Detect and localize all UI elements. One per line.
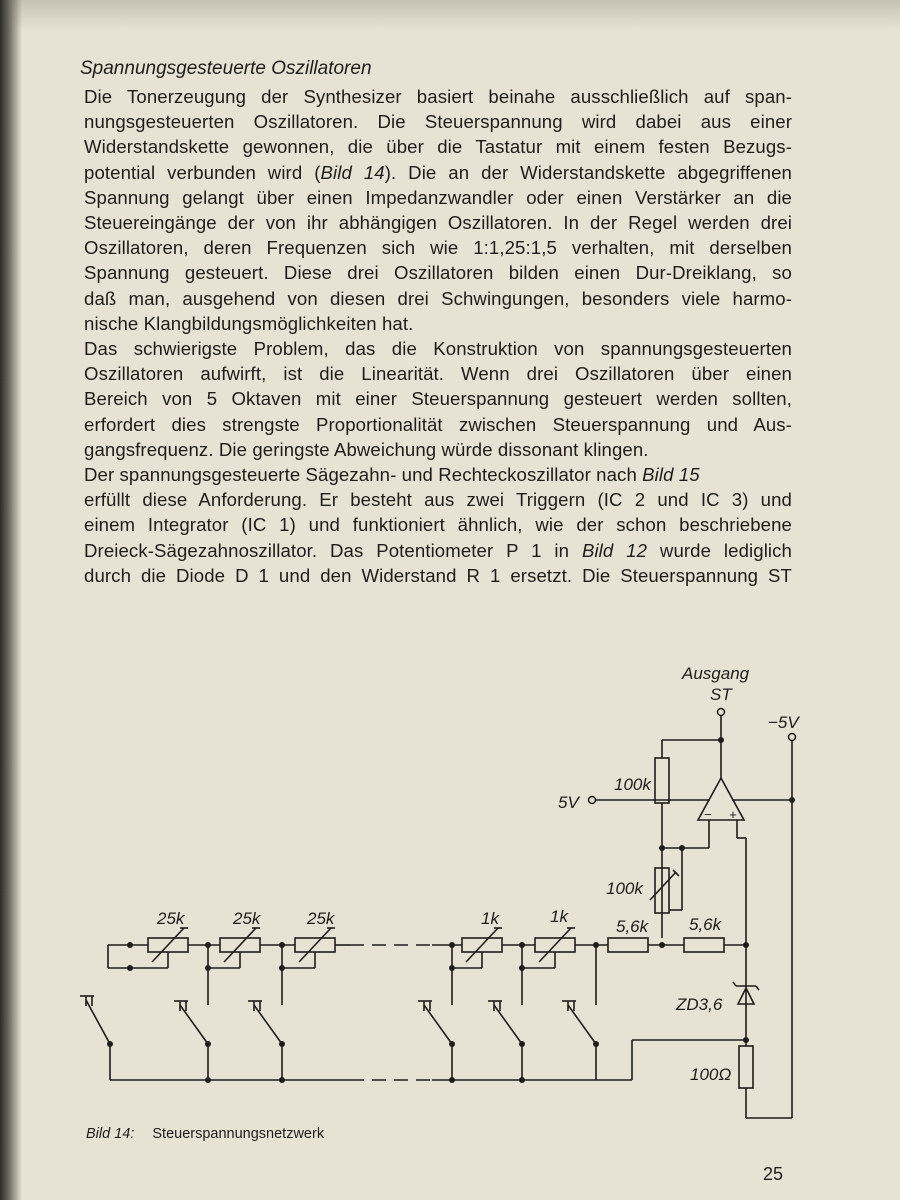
text-run: potential verbunden wird ( [84,161,321,183]
figure-caption-label: Bild 14: [86,1126,135,1142]
text-run: wurde lediglich [647,539,792,561]
section-heading: Spannungsgesteuerte Oszillatoren [80,58,372,79]
negative-supply-label: −5V [768,713,799,732]
text-line: erfordert dies strengste Proportionalität zwischen Steuerspannung und Aus- [84,413,792,435]
text-line: daß man, ausgehend von diesen drei Schwingungen, besonders viele harmo- [84,287,792,309]
junction-dots [107,737,795,1083]
text-line: nische Klangbildungsmöglichkeiten hat. [84,312,414,334]
zener-label: ZD3,6 [676,995,723,1014]
bottom-resistor-label: 100Ω [690,1065,732,1084]
page-number: 25 [763,1164,784,1184]
text-line: einem Integrator (IC 1) und funktioniert ähnlich, wie der schon beschriebene [84,514,792,536]
key-resistor-label: 25k [307,909,335,928]
text-line: Das schwierigste Problem, das die Konstruktion von spannungsgesteuerten [84,338,792,360]
key-resistor-label: 1k [481,909,499,928]
key-resistor-label: 1k [550,907,568,926]
text-line: Spannung gesteuert. Diese drei Oszillatoren bilden einen Dur-Dreiklang, so [84,262,792,284]
text-run: ). Die an der Widerstandskette abgegriffenen [384,161,793,183]
figure-caption [86,1126,324,1142]
opamp-plus-label: + [729,807,737,822]
positive-supply-label: 5V [558,793,579,812]
text-line: Oszillatoren, deren Frequenzen sich wie 1:1,25:1,5 verhalten, mit derselben [84,237,792,259]
figure-reference: Bild 12 [581,539,648,561]
circuit-wiring [80,715,792,1118]
circuit-labels [156,664,800,1084]
text-run: Der spannungsgesteuerte Sägezahn- und Rechteckoszillator nach [84,464,643,486]
output-signal-label: ST [710,685,732,704]
resistor-100-ohm [739,1046,753,1088]
resistor-5-6k-2 [684,938,724,952]
output-label: Ausgang [682,664,750,683]
trim-potentiometer-label: 100k [606,879,643,898]
text-run: Dreieck-Sägezahnoszillator. Das Potentiometer P 1 in [84,539,582,561]
key-resistor-label: 25k [157,909,185,928]
text-line: erfüllt diese Anforderung. Er besteht aus zwei Triggern (IC 2 und IC 3) und [84,489,792,511]
figure-reference: Bild 14 [320,161,385,183]
positive-supply-terminal [589,797,596,804]
opamp-minus-label: − [704,807,712,822]
key-resistor-label: 25k [233,909,261,928]
text-line: Steuereingänge der von ihr abhängigen Oszillatoren. In der Regel werden drei [84,212,792,234]
series-resistor-label: 5,6k [689,915,722,934]
figure-caption-text: Steuerspannungsnetzwerk [152,1126,325,1142]
series-resistor-label: 5,6k [616,917,649,936]
feedback-resistor-label: 100k [614,775,651,794]
text-line: Widerstandskette gewonnen, die über die Tastatur mit einem festen Bezugs- [84,136,792,158]
resistor-5-6k-1 [608,938,648,952]
figure-reference: Bild 15 [642,464,700,486]
chain-continuation-dashes [350,945,432,1080]
text-line: durch die Diode D 1 und den Widerstand R 1 ersetzt. Die Steuerspannung ST [84,564,792,586]
text-line: Oszillatoren aufwirft, ist die Linearität. Wenn drei Oszillatoren über einen [84,363,792,385]
negative-supply-terminal [789,734,796,741]
output-terminal [718,709,725,716]
text-line: gangsfrequenz. Die geringste Abweichung würde dissonant klingen. [84,438,649,460]
text-line: Die Tonerzeugung der Synthesizer basiert beinahe ausschließlich auf span- [84,86,792,107]
text-line: Bereich von 5 Oktaven mit einer Steuerspannung gesteuert werden sollten, [84,388,792,410]
text-line: nungsgesteuerten Oszillatoren. Die Steuerspannung wird dabei aus einer [84,111,792,133]
text-line: Spannung gelangt über einen Impedanzwandler oder einen Verstärker an die [84,186,792,208]
resistor-100k-feedback [655,758,669,803]
